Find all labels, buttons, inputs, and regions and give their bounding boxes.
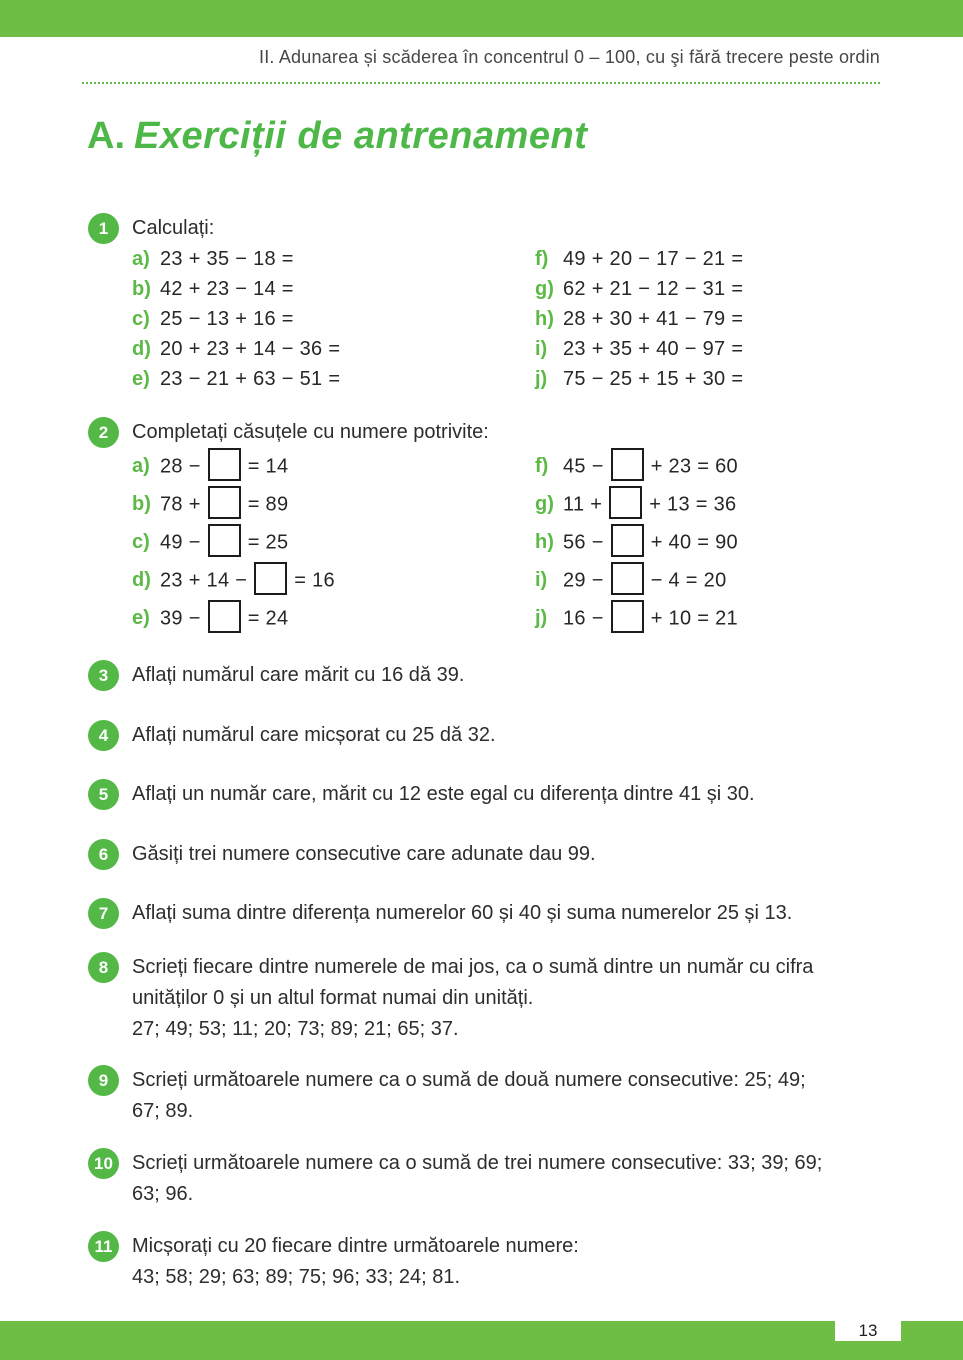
exercise-item bbox=[535, 364, 880, 394]
exercise-item bbox=[535, 274, 880, 304]
exercise-item bbox=[132, 304, 535, 334]
exercise-6 bbox=[88, 839, 880, 870]
item-expression: 23 + 35 − 18 = bbox=[160, 248, 294, 270]
exercise-item: d) 23 + 14 − = 16 bbox=[132, 562, 535, 600]
exercise-item bbox=[132, 364, 535, 394]
exercise-item bbox=[535, 244, 880, 274]
answer-box[interactable] bbox=[609, 486, 642, 519]
exercise-number-badge: 5 bbox=[88, 779, 119, 810]
answer-box[interactable] bbox=[254, 562, 287, 595]
item-label: d) bbox=[132, 338, 151, 360]
item-label: c) bbox=[132, 308, 150, 330]
exercise-item bbox=[132, 274, 535, 304]
answer-box[interactable] bbox=[611, 562, 644, 595]
item-label: d) bbox=[132, 569, 151, 592]
exercise-heading: Calculați: bbox=[132, 217, 215, 239]
item-expression: 28 + 30 + 41 − 79 = bbox=[563, 308, 744, 330]
exercise-5 bbox=[88, 779, 880, 810]
item-label: i) bbox=[535, 569, 548, 592]
exercise-number-badge: 1 bbox=[88, 213, 119, 244]
item-label: j) bbox=[535, 368, 548, 390]
exercise-text: Scrieți fiecare dintre numerele de mai jos, ca o sumă dintre un număr cu cifra bbox=[132, 956, 814, 978]
exercise-11 bbox=[88, 1231, 880, 1293]
item-label: b) bbox=[132, 278, 151, 300]
exercise-text: Aflați un număr care, mărit cu 12 este egal cu diferența dintre 41 și 30. bbox=[132, 783, 755, 805]
exercise-7 bbox=[88, 898, 880, 929]
exercise-item: c) 49 − = 25 bbox=[132, 524, 535, 562]
answer-box[interactable] bbox=[611, 448, 644, 481]
answer-box[interactable] bbox=[208, 600, 241, 633]
exercise-numbers: 27; 49; 53; 11; 20; 73; 89; 21; 65; 37. bbox=[132, 1018, 459, 1040]
exercise-text: Găsiți trei numere consecutive care adunate dau 99. bbox=[132, 843, 596, 865]
item-label: g) bbox=[535, 278, 554, 300]
item-expression: 62 + 21 − 12 − 31 = bbox=[563, 278, 744, 300]
item-label: g) bbox=[535, 493, 554, 516]
exercise-9 bbox=[88, 1065, 880, 1127]
exercise-1 bbox=[88, 213, 880, 394]
exercise-number-badge: 4 bbox=[88, 720, 119, 751]
exercise-item: a) 28 − = 14 bbox=[132, 448, 535, 486]
exercise-item: h) 56 − + 40 = 90 bbox=[535, 524, 880, 562]
top-green-bar bbox=[0, 0, 963, 37]
exercise-numbers: 67; 89. bbox=[132, 1100, 194, 1122]
item-label: h) bbox=[535, 531, 554, 554]
item-label: h) bbox=[535, 308, 554, 330]
item-label: e) bbox=[132, 607, 150, 630]
section-title-text: Exerciții de antrenament bbox=[134, 115, 588, 157]
exercise-item: b) 78 + = 89 bbox=[132, 486, 535, 524]
item-expression: 23 + 35 + 40 − 97 = bbox=[563, 338, 744, 360]
exercise-item bbox=[132, 334, 535, 364]
item-label: f) bbox=[535, 248, 549, 270]
exercise-item: f) 45 − + 23 = 60 bbox=[535, 448, 880, 486]
page-number: 13 bbox=[835, 1321, 901, 1341]
item-label: c) bbox=[132, 531, 150, 554]
exercise-numbers: 63; 96. bbox=[132, 1183, 194, 1205]
exercise-number-badge: 2 bbox=[88, 417, 119, 448]
exercise-item: e) 39 − = 24 bbox=[132, 600, 535, 638]
item-expression: 75 − 25 + 15 + 30 = bbox=[563, 368, 744, 390]
answer-box[interactable] bbox=[611, 524, 644, 557]
answer-box[interactable] bbox=[208, 486, 241, 519]
exercise-number-badge: 9 bbox=[88, 1065, 119, 1096]
bottom-green-bar bbox=[0, 1321, 963, 1360]
exercise-10 bbox=[88, 1148, 880, 1210]
item-expression: 25 − 13 + 16 = bbox=[160, 308, 294, 330]
exercise-item bbox=[132, 244, 535, 274]
exercise-item: i) 29 − − 4 = 20 bbox=[535, 562, 880, 600]
exercise-item: j) 16 − + 10 = 21 bbox=[535, 600, 880, 638]
exercise-text: Aflați suma dintre diferența numerelor 60 și 40 și suma numerelor 25 și 13. bbox=[132, 902, 793, 924]
section-letter: A. bbox=[87, 115, 125, 157]
exercise-item: g) 11 + + 13 = 36 bbox=[535, 486, 880, 524]
item-label: f) bbox=[535, 455, 549, 478]
item-label: i) bbox=[535, 338, 548, 360]
exercise-3 bbox=[88, 660, 880, 691]
exercise-number-badge: 7 bbox=[88, 898, 119, 929]
section-title bbox=[87, 115, 587, 158]
item-label: j) bbox=[535, 607, 548, 630]
answer-box[interactable] bbox=[208, 448, 241, 481]
exercise-8 bbox=[88, 952, 880, 1045]
item-expression: 20 + 23 + 14 − 36 = bbox=[160, 338, 341, 360]
chapter-header: II. Adunarea și scăderea în concentrul 0 – 100, cu şi fără trecere peste ordin bbox=[82, 37, 880, 84]
exercise-text: unităților 0 și un altul format numai din unități. bbox=[132, 987, 534, 1009]
exercise-number-badge: 3 bbox=[88, 660, 119, 691]
item-expression: 42 + 23 − 14 = bbox=[160, 278, 294, 300]
item-expression: 23 − 21 + 63 − 51 = bbox=[160, 368, 341, 390]
exercise-text: Scrieți următoarele numere ca o sumă de două numere consecutive: 25; 49; bbox=[132, 1069, 806, 1091]
item-label: a) bbox=[132, 455, 150, 478]
exercise-heading: Completați căsuțele cu numere potrivite: bbox=[132, 421, 489, 443]
exercise-2 bbox=[88, 417, 880, 638]
exercise-text: Scrieți următoarele numere ca o sumă de trei numere consecutive: 33; 39; 69; bbox=[132, 1152, 823, 1174]
exercise-number-badge: 11 bbox=[88, 1231, 119, 1262]
item-label: a) bbox=[132, 248, 150, 270]
exercise-4 bbox=[88, 720, 880, 751]
item-expression: 49 + 20 − 17 − 21 = bbox=[563, 248, 744, 270]
answer-box[interactable] bbox=[208, 524, 241, 557]
answer-box[interactable] bbox=[611, 600, 644, 633]
exercise-number-badge: 8 bbox=[88, 952, 119, 983]
exercise-item bbox=[535, 334, 880, 364]
exercise-text: Aflați numărul care micșorat cu 25 dă 32. bbox=[132, 724, 496, 746]
item-label: e) bbox=[132, 368, 150, 390]
exercise-text: Micșorați cu 20 fiecare dintre următoarele numere: bbox=[132, 1235, 579, 1257]
exercise-number-badge: 10 bbox=[88, 1148, 119, 1179]
exercise-item bbox=[535, 304, 880, 334]
item-label: b) bbox=[132, 493, 151, 516]
exercise-text: Aflați numărul care mărit cu 16 dă 39. bbox=[132, 664, 465, 686]
exercise-list bbox=[88, 213, 880, 1293]
exercise-number-badge: 6 bbox=[88, 839, 119, 870]
exercise-numbers: 43; 58; 29; 63; 89; 75; 96; 33; 24; 81. bbox=[132, 1266, 461, 1288]
